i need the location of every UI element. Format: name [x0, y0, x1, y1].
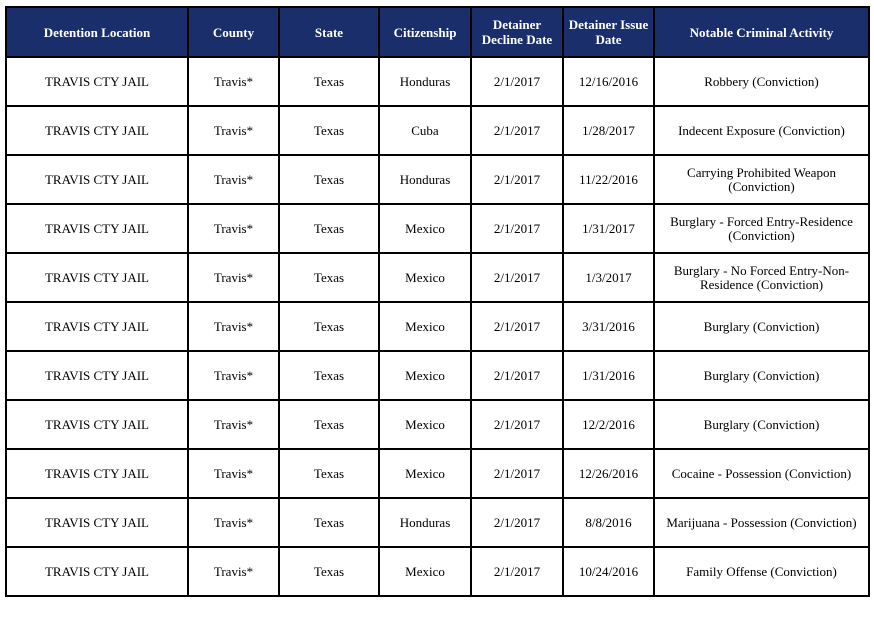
cell-county: Travis*	[188, 204, 279, 253]
header-citizenship: Citizenship	[379, 7, 471, 57]
cell-detention-location: TRAVIS CTY JAIL	[6, 498, 188, 547]
cell-detainer-issue-date: 11/22/2016	[563, 155, 654, 204]
cell-citizenship: Mexico	[379, 449, 471, 498]
cell-county: Travis*	[188, 351, 279, 400]
header-detainer-decline-date: Detainer Decline Date	[471, 7, 563, 57]
cell-county: Travis*	[188, 302, 279, 351]
table-row	[6, 155, 869, 204]
cell-state: Texas	[279, 106, 379, 155]
detainer-table	[5, 6, 870, 597]
cell-notable-criminal-activity: Carrying Prohibited Weapon (Conviction)	[654, 155, 869, 204]
cell-citizenship: Mexico	[379, 400, 471, 449]
cell-detainer-issue-date: 12/2/2016	[563, 400, 654, 449]
cell-notable-criminal-activity: Burglary (Conviction)	[654, 351, 869, 400]
cell-state: Texas	[279, 155, 379, 204]
cell-citizenship: Honduras	[379, 155, 471, 204]
header-notable-criminal-activity: Notable Criminal Activity	[654, 7, 869, 57]
table-body	[6, 57, 869, 596]
cell-detention-location: TRAVIS CTY JAIL	[6, 106, 188, 155]
cell-notable-criminal-activity: Robbery (Conviction)	[654, 57, 869, 106]
cell-county: Travis*	[188, 400, 279, 449]
table-row	[6, 449, 869, 498]
cell-state: Texas	[279, 57, 379, 106]
cell-citizenship: Mexico	[379, 204, 471, 253]
cell-notable-criminal-activity: Indecent Exposure (Conviction)	[654, 106, 869, 155]
cell-citizenship: Honduras	[379, 57, 471, 106]
table-row	[6, 106, 869, 155]
cell-notable-criminal-activity: Marijuana - Possession (Conviction)	[654, 498, 869, 547]
cell-citizenship: Mexico	[379, 253, 471, 302]
cell-detainer-issue-date: 1/31/2016	[563, 351, 654, 400]
cell-state: Texas	[279, 204, 379, 253]
cell-state: Texas	[279, 302, 379, 351]
cell-detainer-decline-date: 2/1/2017	[471, 106, 563, 155]
cell-detention-location: TRAVIS CTY JAIL	[6, 57, 188, 106]
table-row	[6, 302, 869, 351]
cell-detention-location: TRAVIS CTY JAIL	[6, 204, 188, 253]
cell-detainer-decline-date: 2/1/2017	[471, 57, 563, 106]
cell-detention-location: TRAVIS CTY JAIL	[6, 155, 188, 204]
cell-state: Texas	[279, 498, 379, 547]
cell-notable-criminal-activity: Burglary - Forced Entry-Residence (Conviction)	[654, 204, 869, 253]
cell-detainer-issue-date: 8/8/2016	[563, 498, 654, 547]
table-row	[6, 57, 869, 106]
cell-citizenship: Mexico	[379, 302, 471, 351]
cell-detainer-decline-date: 2/1/2017	[471, 498, 563, 547]
cell-detainer-issue-date: 1/28/2017	[563, 106, 654, 155]
cell-county: Travis*	[188, 498, 279, 547]
cell-detainer-issue-date: 1/3/2017	[563, 253, 654, 302]
cell-detainer-decline-date: 2/1/2017	[471, 253, 563, 302]
table-row	[6, 498, 869, 547]
cell-citizenship: Honduras	[379, 498, 471, 547]
cell-county: Travis*	[188, 106, 279, 155]
cell-detainer-decline-date: 2/1/2017	[471, 302, 563, 351]
cell-detainer-issue-date: 12/26/2016	[563, 449, 654, 498]
cell-detainer-decline-date: 2/1/2017	[471, 400, 563, 449]
cell-detention-location: TRAVIS CTY JAIL	[6, 302, 188, 351]
cell-notable-criminal-activity: Burglary (Conviction)	[654, 400, 869, 449]
table-row	[6, 253, 869, 302]
cell-state: Texas	[279, 547, 379, 596]
header-county: County	[188, 7, 279, 57]
cell-detainer-issue-date: 10/24/2016	[563, 547, 654, 596]
cell-detention-location: TRAVIS CTY JAIL	[6, 400, 188, 449]
cell-notable-criminal-activity: Family Offense (Conviction)	[654, 547, 869, 596]
cell-detainer-decline-date: 2/1/2017	[471, 449, 563, 498]
header-state: State	[279, 7, 379, 57]
cell-detainer-issue-date: 3/31/2016	[563, 302, 654, 351]
table-header-row	[6, 7, 869, 57]
cell-notable-criminal-activity: Cocaine - Possession (Conviction)	[654, 449, 869, 498]
cell-detention-location: TRAVIS CTY JAIL	[6, 253, 188, 302]
table-row	[6, 351, 869, 400]
cell-county: Travis*	[188, 449, 279, 498]
table-row	[6, 204, 869, 253]
detainer-table-container	[5, 6, 870, 597]
cell-citizenship: Cuba	[379, 106, 471, 155]
cell-county: Travis*	[188, 253, 279, 302]
cell-detainer-decline-date: 2/1/2017	[471, 351, 563, 400]
cell-state: Texas	[279, 253, 379, 302]
table-row	[6, 547, 869, 596]
table-row	[6, 400, 869, 449]
cell-notable-criminal-activity: Burglary - No Forced Entry-Non-Residence (Conviction)	[654, 253, 869, 302]
cell-detainer-issue-date: 12/16/2016	[563, 57, 654, 106]
cell-citizenship: Mexico	[379, 547, 471, 596]
cell-detention-location: TRAVIS CTY JAIL	[6, 547, 188, 596]
cell-detainer-decline-date: 2/1/2017	[471, 547, 563, 596]
cell-detention-location: TRAVIS CTY JAIL	[6, 449, 188, 498]
cell-state: Texas	[279, 351, 379, 400]
cell-state: Texas	[279, 400, 379, 449]
cell-county: Travis*	[188, 57, 279, 106]
cell-detainer-issue-date: 1/31/2017	[563, 204, 654, 253]
cell-county: Travis*	[188, 547, 279, 596]
cell-citizenship: Mexico	[379, 351, 471, 400]
cell-detainer-decline-date: 2/1/2017	[471, 204, 563, 253]
header-detention-location: Detention Location	[6, 7, 188, 57]
header-detainer-issue-date: Detainer Issue Date	[563, 7, 654, 57]
cell-notable-criminal-activity: Burglary (Conviction)	[654, 302, 869, 351]
cell-state: Texas	[279, 449, 379, 498]
cell-county: Travis*	[188, 155, 279, 204]
cell-detention-location: TRAVIS CTY JAIL	[6, 351, 188, 400]
cell-detainer-decline-date: 2/1/2017	[471, 155, 563, 204]
